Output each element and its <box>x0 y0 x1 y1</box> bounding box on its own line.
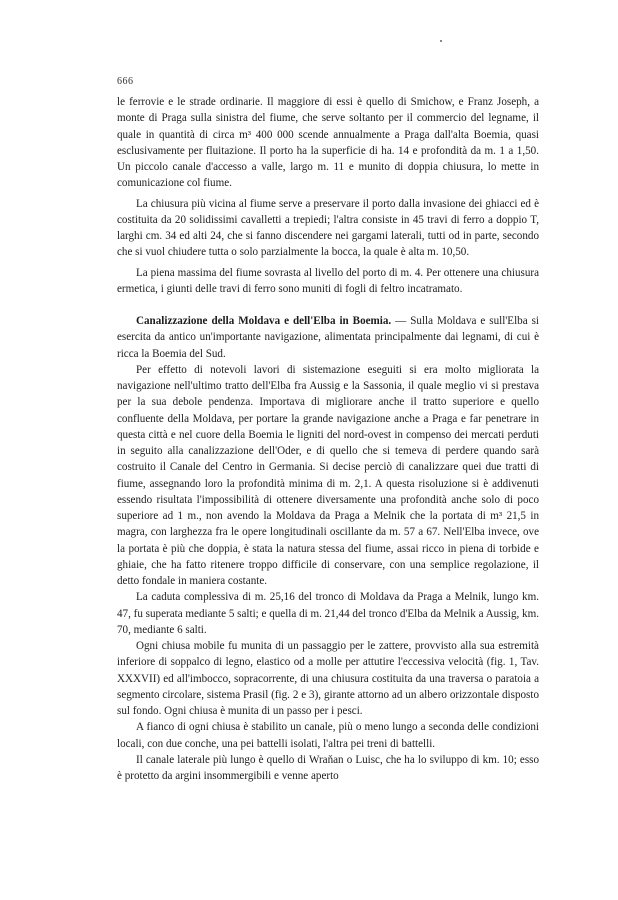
body-text <box>117 94 539 784</box>
paragraph-7: Ogni chiusa mobile fu munita di un passaggio per le zattere, provvisto alla sua estremità inferiore di soppalco di legno, elastico od a molle per attutire l'eccessiva velocità (fig. 1, Tav. XXXVII) ed all'imbocco, sopracorrente, di una chiusura costituita da una traversa o paratoia a segmento circolare, sistema Prasil (fig. 2 e 3), girante attorno ad un albero orizzontale disposto sul fondo. Ogni chiusa è munita di un passo per i pesci. <box>117 640 539 717</box>
section-paragraph <box>117 313 539 362</box>
paragraph-1: le ferrovie e le strade ordinarie. Il maggiore di essi è quello di Smichow, e Franz Joseph, a monte di Praga sulla sinistra del fiume, che serve soltanto per il commercio del legname, il quale in quantità di circa m³ 400 000 scende annualmente a Praga dall'alta Boemia, quasi esclusivamente per fluitazione. Il porto ha la superficie di ha. 14 e profondità da m. 1 a 1,50. Un piccolo canale d'accesso a valle, largo m. 11 e munito di doppia chiusura, lo mette in comunicazione col fiume. <box>117 96 539 190</box>
section-intro-text: — Sulla Moldava e sull'Elba si esercita da antico un'importante navigazione, alimentata principalmente dai legnami, di cui è ricca la Boemia del Sud. <box>117 315 539 360</box>
paragraph-9: Il canale laterale più lungo è quello di Wraňan o Luisc, che ha lo sviluppo di km. 10; esso è protetto da argini insommergibili e venne aperto <box>117 753 539 782</box>
page-number: 666 <box>117 76 134 87</box>
paragraph-5: Per effetto di notevoli lavori di sistemazione eseguiti si era molto migliorata la navigazione nell'ultimo tratto dell'Elba fra Aussig e la Sassonia, il quale meglio vi si prestava per la sua debole pendenza. Importava di migliorare anche il tratto superiore e quello confluente della Moldava, per portare la grande navigazione anche a Praga e far penetrare in questa città e nel cuore della Boemia le ligniti del nord-ovest in compenso dei mercati perduti in seguito alla canalizzazione dell'Oder, e di quello che si temeva di perdere quando sarà costruito il Canale del Centro in Germania. Si decise perciò di canalizzare quei due tratti di fiume, assegnando loro la profondità minima di m. 2,1. A questa risoluzione si è addivenuti essendo risultata l'impossibilità di ottenere diversamente una profondità anche solo di poco superiore ad 1 m., non avendo la Moldava da Praga a Melnik che la portata di m³ 21,5 in magra, con larghezza fra le opere longitudinali oscillante da m. 57 a 67. Nell'Elba invece, ove la portata è più che doppia, è stata la natura stessa del fiume, assai ricco in piena di torbide e ghiaie, che ha fatto ritenere troppo difficile di conservare, con una semplice regolazione, il detto fondale in maniera costante. <box>117 363 539 587</box>
section-heading: Canalizzazione della Moldava e dell'Elba in Boemia. <box>136 315 392 327</box>
paragraph-6: La caduta complessiva di m. 25,16 del tronco di Moldava da Praga a Melnik, lungo km. 47, fu superata mediante 5 salti; e quella di m. 21,44 del tronco d'Elba da Melnik a Aussig, km. 70, mediante 6 salti. <box>117 591 539 636</box>
paragraph-8: A fianco di ogni chiusa è stabilito un canale, più o meno lungo a seconda delle condizioni locali, con due conche, una pei battelli isolati, l'altra pei treni di battelli. <box>117 721 539 750</box>
paragraph-3: La piena massima del fiume sovrasta al livello del porto di m. 4. Per ottenere una chiusura ermetica, i giunti delle travi di ferro sono muniti di fogli di feltro incatramato. <box>117 266 539 295</box>
margin-mark <box>440 40 442 42</box>
paragraph-2: La chiusura più vicina al fiume serve a preservare il porto dalla invasione dei ghiacci ed è costituita da 20 solidissimi cavalletti a trepiedi; l'altra consiste in 45 travi di ferro a doppio T, larghi cm. 34 ed alti 24, che si fanno discendere nei gargami laterali, tutti od in parte, secondo che si vuol chiudere tutta o solo parzialmente la bocca, la quale è alta m. 10,50. <box>117 197 539 259</box>
